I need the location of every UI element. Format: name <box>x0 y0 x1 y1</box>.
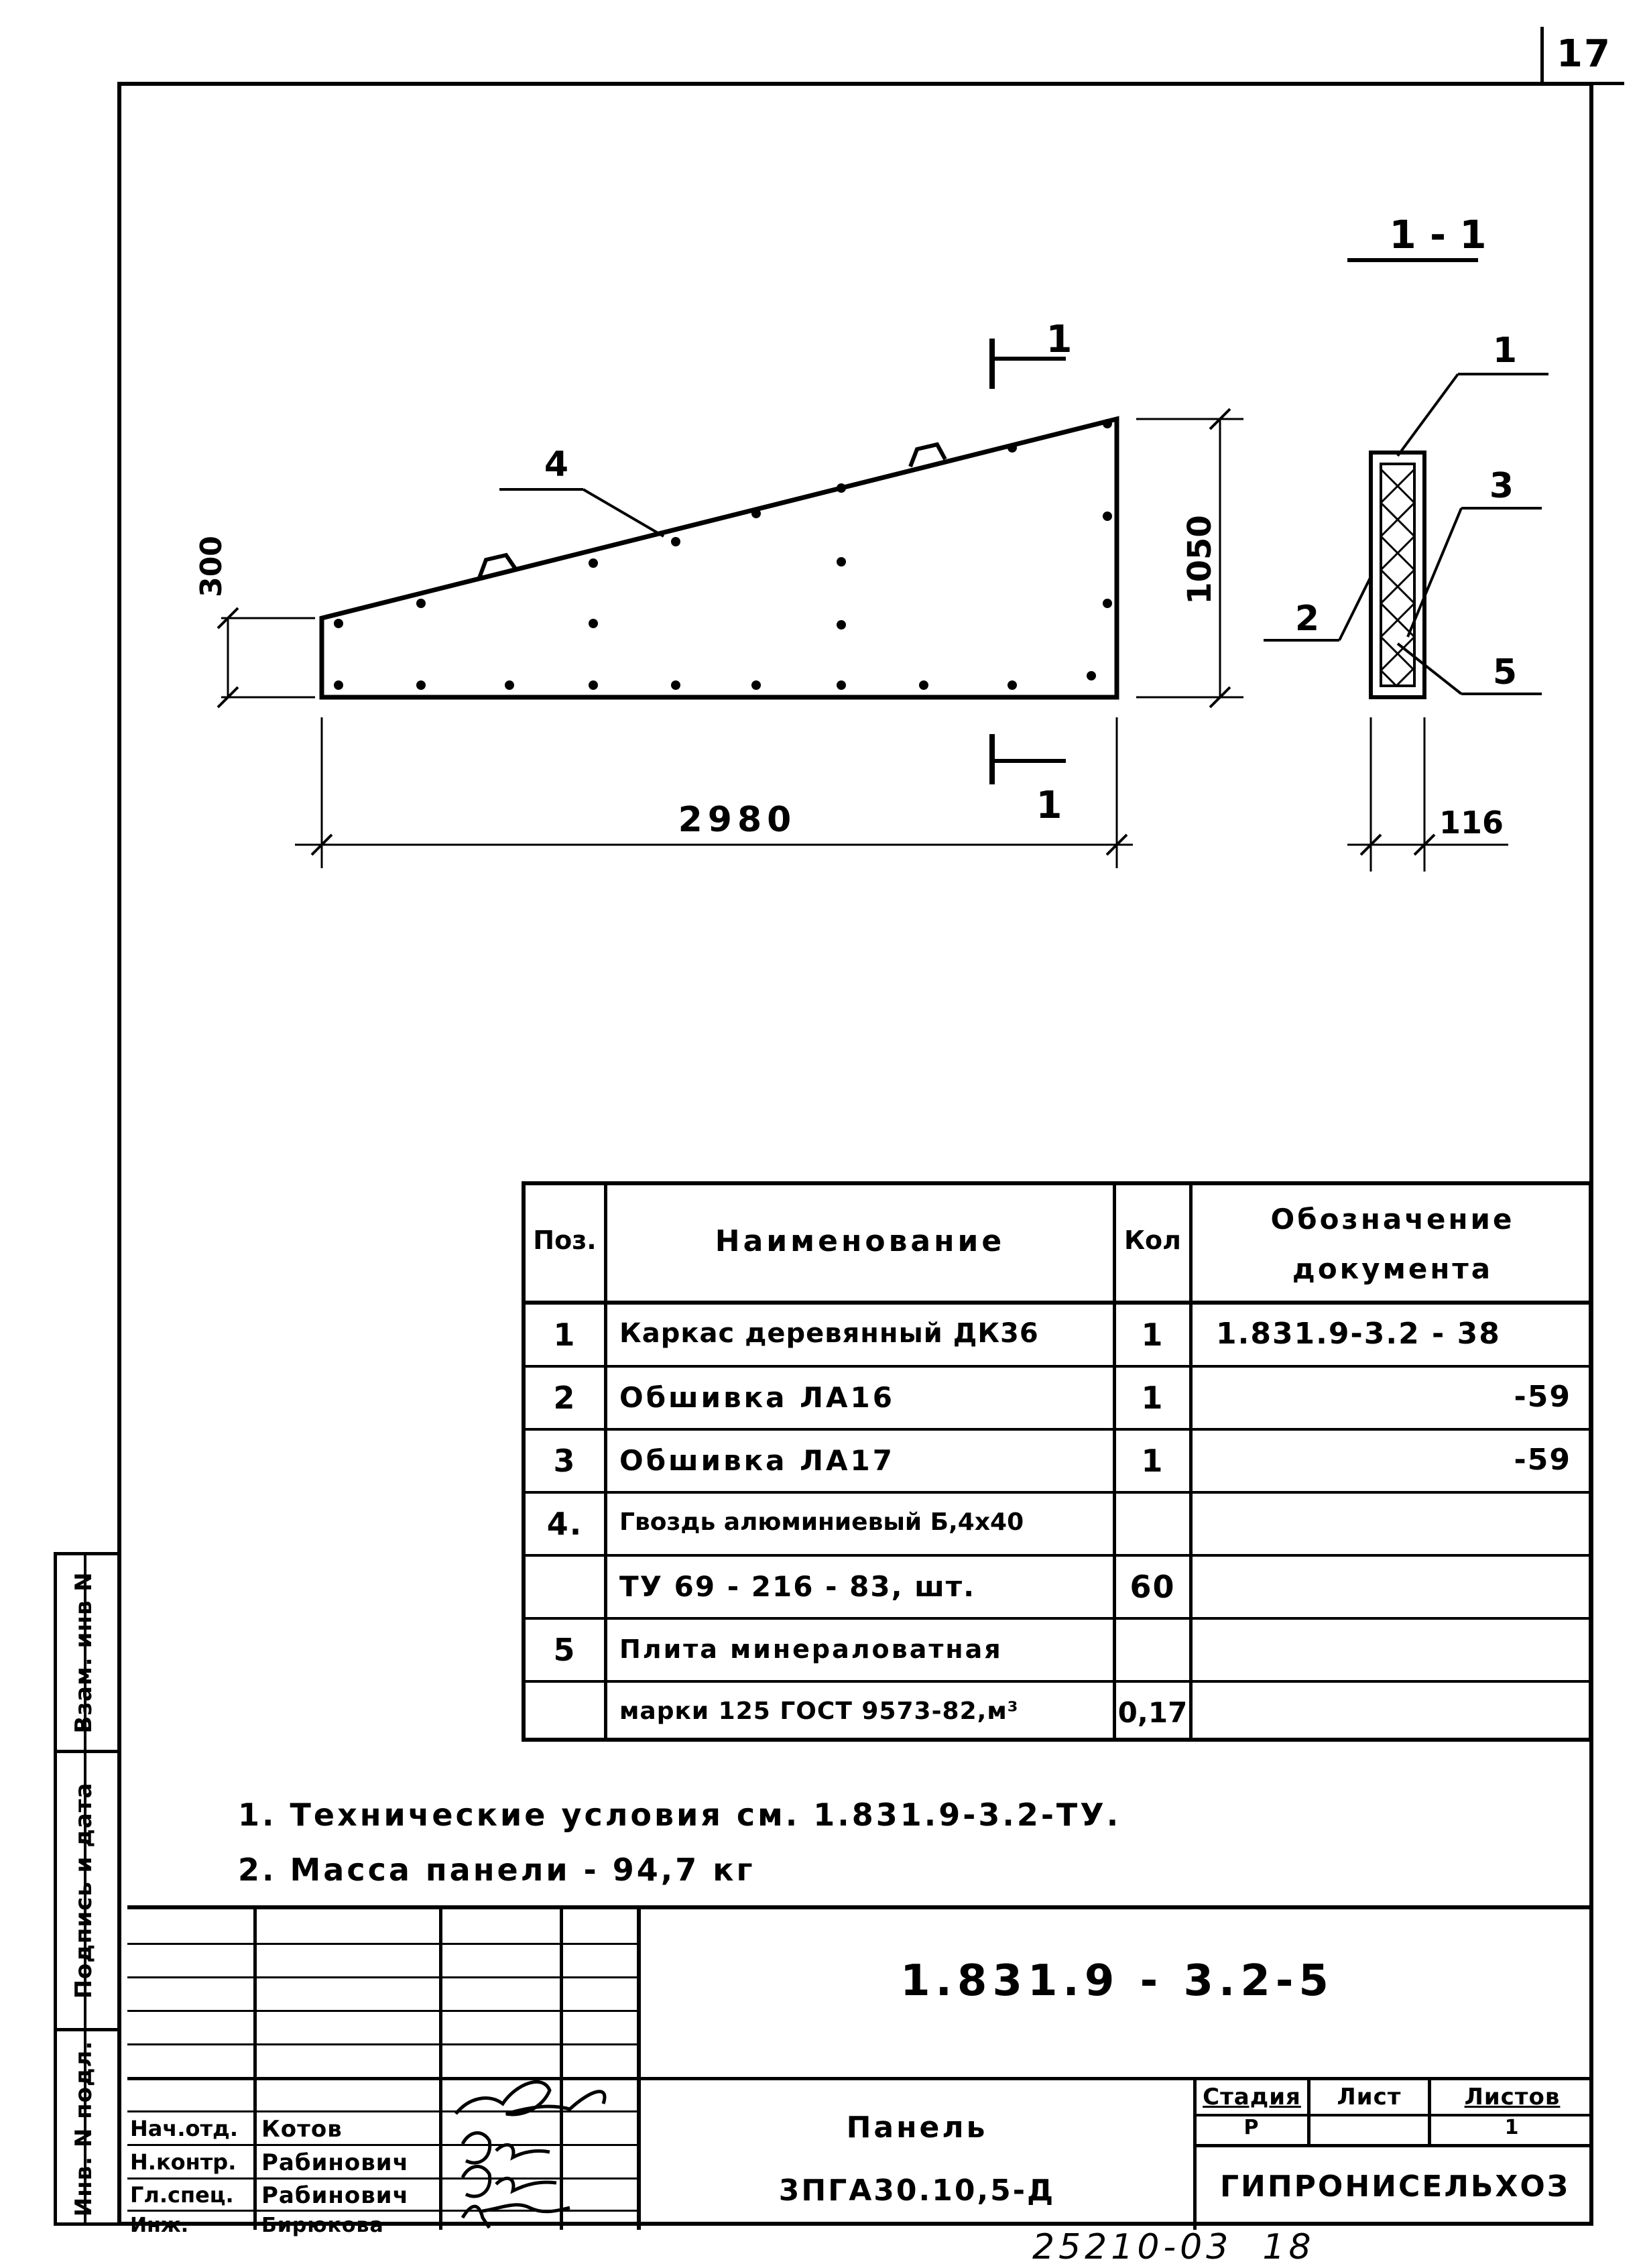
side-field-signature: Подпись и дата <box>70 1782 97 1999</box>
row-qty: 1 <box>1141 1443 1164 1479</box>
tb-hline <box>127 2077 1593 2080</box>
tb-hline <box>127 1976 637 1978</box>
role-label: Инж. <box>130 2214 189 2237</box>
col-divider <box>604 1185 607 1742</box>
row-doc: 1.831.9-3.2 - 38 <box>1216 1317 1501 1351</box>
organization: ГИПРОНИСЕЛЬХОЗ <box>1219 2169 1570 2204</box>
signature <box>463 2167 556 2197</box>
side-stamp <box>54 1552 117 2226</box>
signature <box>463 2205 570 2228</box>
row-pos: 1 <box>553 1317 576 1353</box>
panel-outline <box>322 419 1117 697</box>
row-pos: 4. <box>546 1506 583 1542</box>
section-cut-bottom-label: 1 <box>1036 784 1062 827</box>
role-label: Нач.отд. <box>130 2116 239 2141</box>
side-field-replaced: Взам. инв N <box>70 1571 97 1734</box>
tb-hline <box>127 2010 637 2012</box>
role-label: Гл.спец. <box>130 2182 234 2208</box>
row-divider <box>526 1554 1593 1557</box>
dim-height: 1050 <box>1181 515 1219 605</box>
signature <box>456 2082 605 2114</box>
row-name: марки 125 ГОСТ 9573-82,м³ <box>619 1697 1019 1725</box>
role-name: Бирюкова <box>261 2214 384 2237</box>
doc-number: 1.831.9 - 3.2-5 <box>900 1956 1334 2006</box>
callout-4: 4 <box>544 444 569 485</box>
row-name: Каркас деревянный ДК36 <box>619 1318 1039 1349</box>
note-1: 1. Технические условия см. 1.831.9-3.2-ТУ. <box>238 1797 1121 1833</box>
dim-thickness: 116 <box>1439 804 1504 841</box>
tb-hline <box>127 1943 637 1945</box>
bottom-code: 25210-03 18 <box>1032 2227 1315 2267</box>
row-qty: 0,17 <box>1117 1696 1188 1729</box>
note-2: 2. Масса панели - 94,7 кг <box>238 1852 755 1888</box>
row-divider <box>526 1617 1593 1620</box>
row-pos: 5 <box>553 1632 576 1668</box>
header-pos: Поз. <box>533 1226 597 1255</box>
title-block <box>127 1905 1593 2237</box>
row-name: Обшивка ЛА16 <box>619 1381 895 1414</box>
callout-1-leader <box>1398 374 1458 456</box>
stage-value: Р <box>1243 2116 1260 2139</box>
row-pos: 3 <box>553 1443 576 1479</box>
header-doc-2: документа <box>1292 1252 1494 1285</box>
row-divider <box>526 1365 1593 1368</box>
row-divider <box>526 1491 1593 1494</box>
callout-5: 5 <box>1492 652 1518 693</box>
title-line-2: 3ПГА30.10,5-Д <box>778 2173 1056 2208</box>
callout-2-leader <box>1339 577 1371 640</box>
role-name: Рабинович <box>261 2182 409 2209</box>
row-name: Обшивка ЛА17 <box>619 1444 895 1477</box>
row-name: Плита минераловатная <box>619 1634 1003 1664</box>
side-field-inv-orig: Инв. N подл. <box>70 2040 97 2217</box>
header-qty: Кол <box>1124 1226 1181 1255</box>
row-qty: 1 <box>1141 1380 1164 1416</box>
tb-hline <box>127 2043 637 2045</box>
page-number: 17 <box>1557 32 1611 76</box>
role-name: Рабинович <box>261 2149 409 2176</box>
row-qty: 60 <box>1130 1569 1176 1605</box>
callout-2: 2 <box>1294 599 1320 639</box>
sheet-label: Лист <box>1337 2084 1402 2110</box>
stage-label: Стадия <box>1203 2084 1301 2110</box>
header-divider <box>526 1301 1593 1305</box>
role-label: Н.контр. <box>130 2149 237 2175</box>
sheets-value: 1 <box>1504 2116 1520 2139</box>
spec-table <box>522 1181 1593 1742</box>
tb-hline <box>1197 2144 1593 2147</box>
row-pos: 2 <box>553 1380 576 1416</box>
sheets-label: Листов <box>1464 2084 1561 2110</box>
section-cut-top-label: 1 <box>1046 318 1073 361</box>
dim-length: 2980 <box>678 800 797 840</box>
section-label: 1 - 1 <box>1389 212 1487 257</box>
header-doc-1: Обозначение <box>1270 1203 1515 1236</box>
tb-vline <box>253 1909 257 2230</box>
header-name: Наименование <box>715 1224 1006 1258</box>
section-outer <box>1371 453 1424 697</box>
signatures <box>442 2077 637 2230</box>
role-name: Котов <box>261 2116 343 2143</box>
callout-3: 3 <box>1489 466 1514 506</box>
row-doc: -59 <box>1514 1443 1571 1477</box>
signature <box>463 2133 550 2163</box>
callout-1: 1 <box>1492 331 1518 371</box>
row-name: Гвоздь алюминиевый Б,4х40 <box>619 1508 1024 1536</box>
callout-4-leader <box>583 489 664 536</box>
row-qty: 1 <box>1141 1317 1164 1353</box>
row-divider <box>526 1680 1593 1683</box>
panel-drawing <box>0 0 1645 972</box>
row-name: ТУ 69 - 216 - 83, шт. <box>619 1570 976 1603</box>
dim-low-height: 300 <box>194 536 229 597</box>
title-line-1: Панель <box>846 2110 988 2145</box>
row-divider <box>526 1428 1593 1431</box>
nail-dots <box>334 419 1112 690</box>
row-doc: -59 <box>1514 1380 1571 1414</box>
